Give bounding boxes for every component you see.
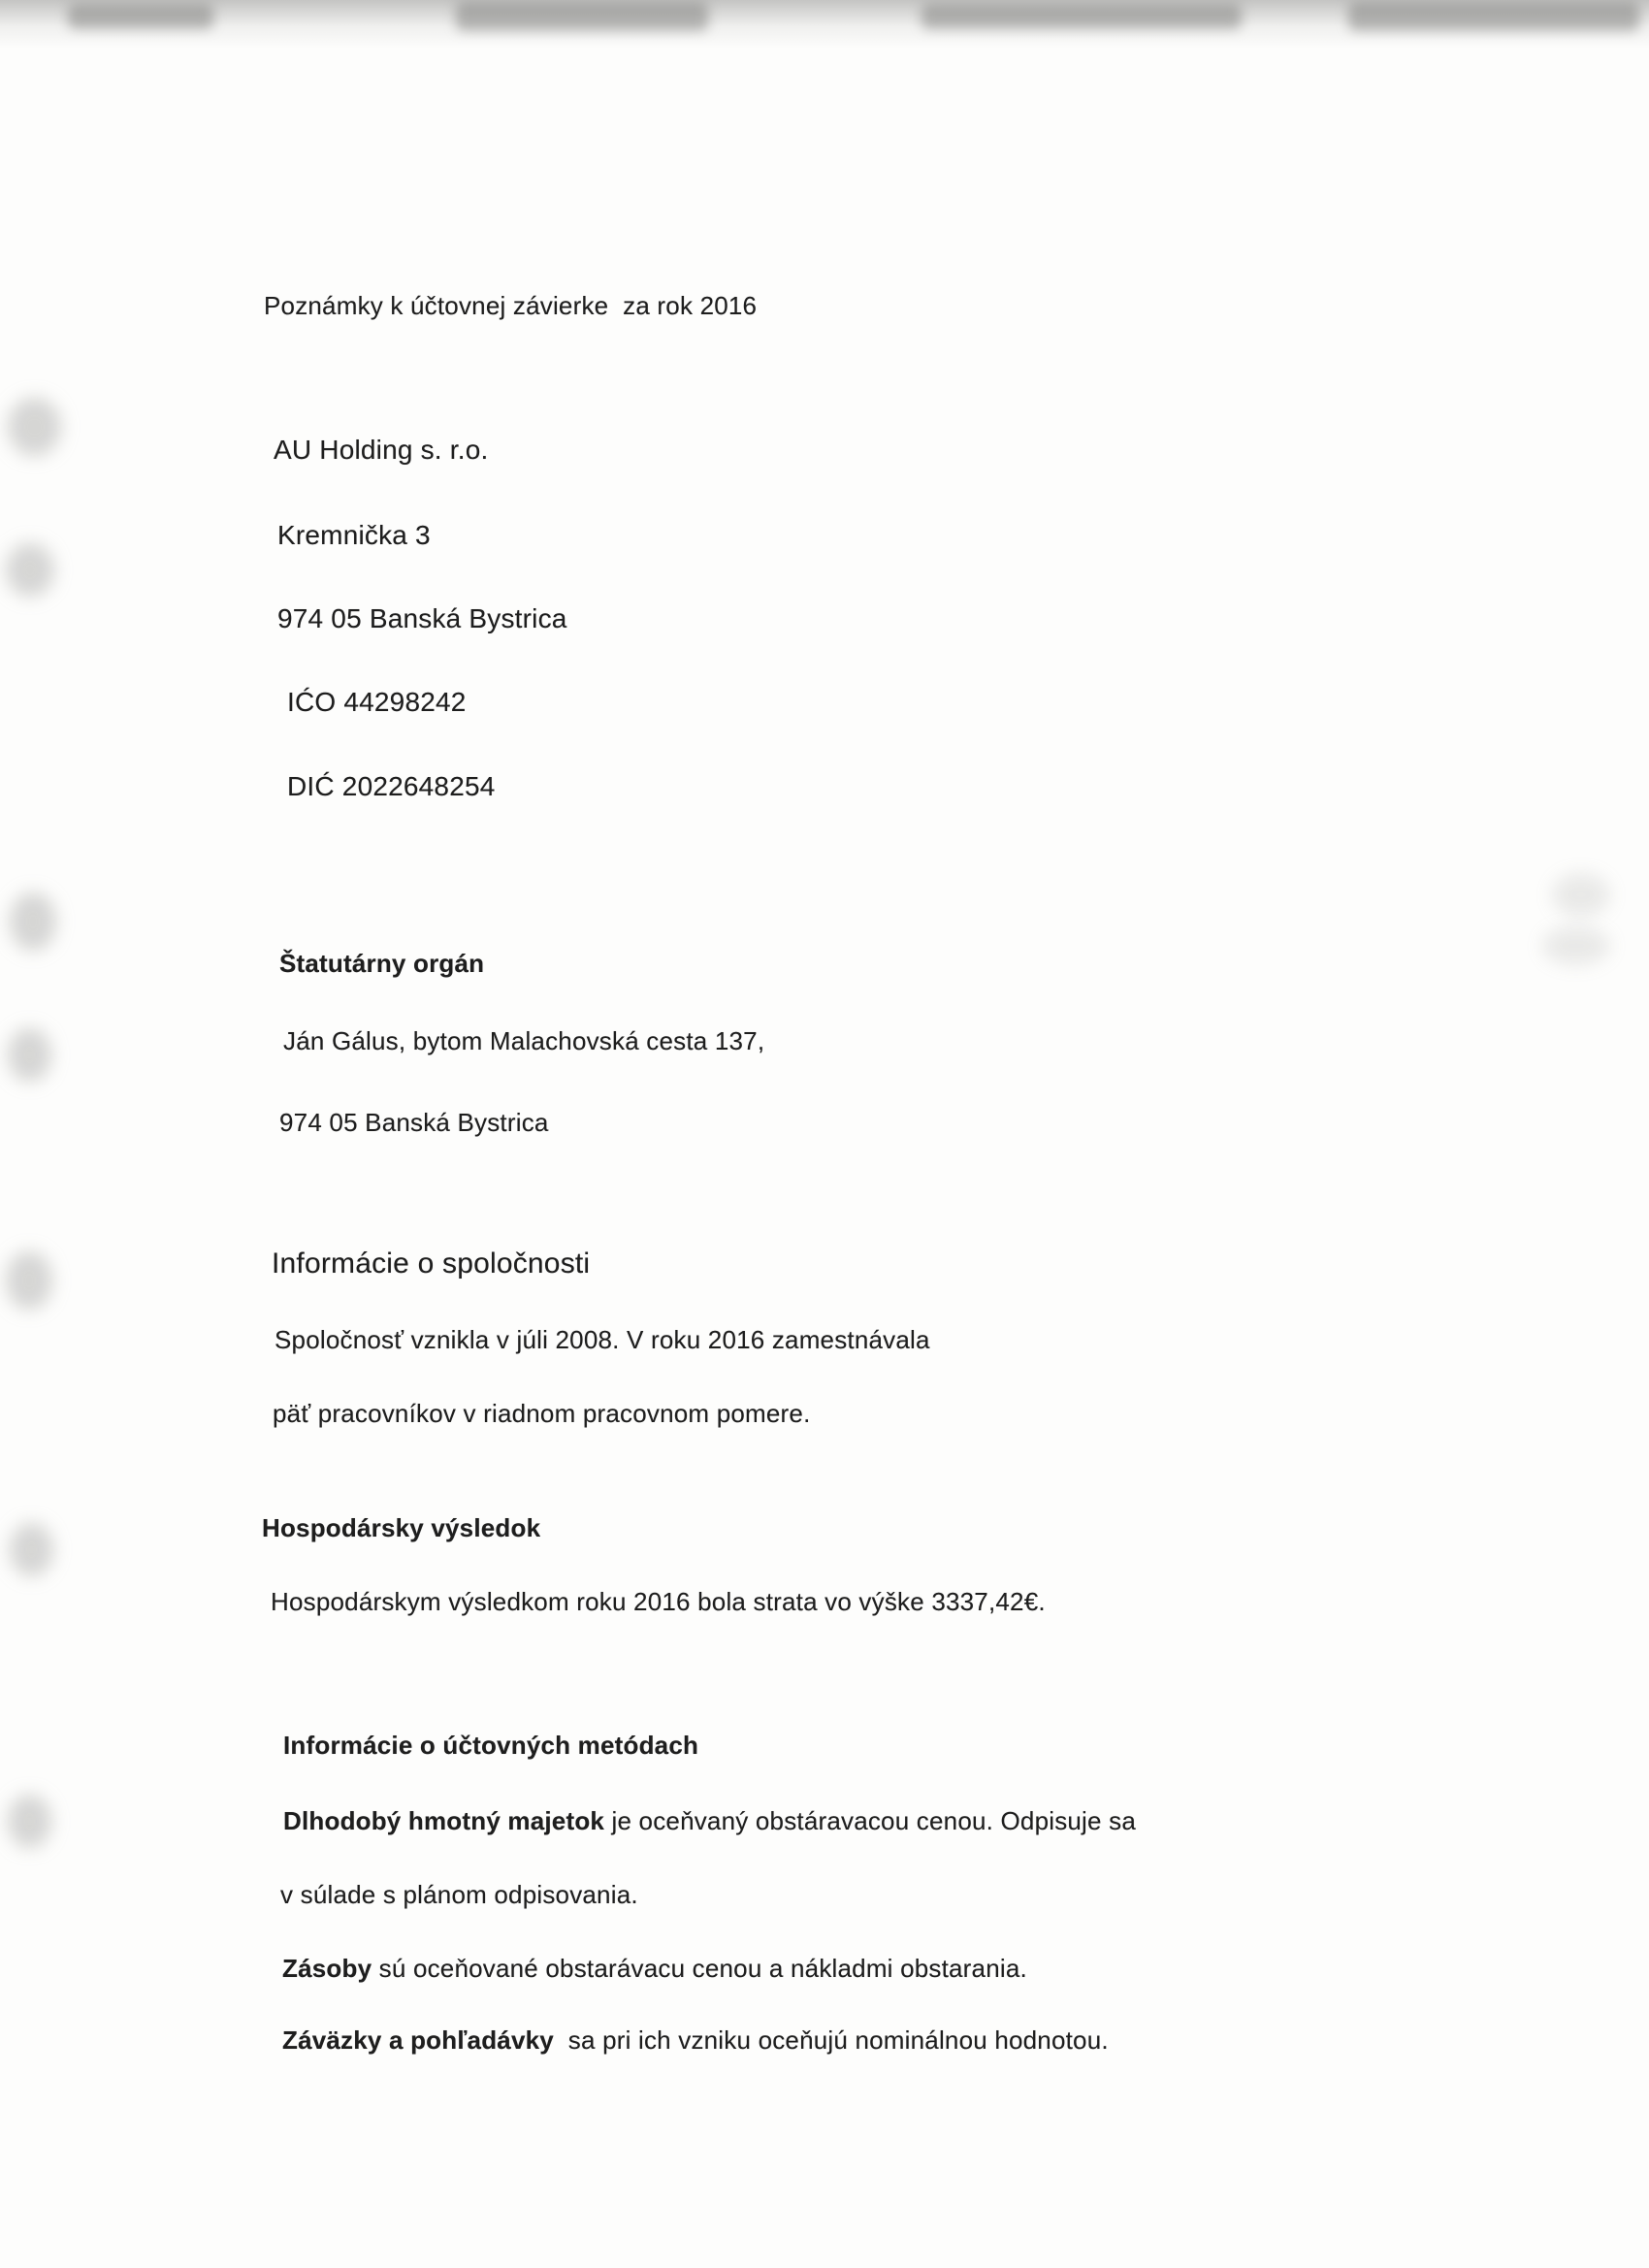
scan-artifact — [10, 1523, 53, 1576]
methods-p2-text: sú oceňované obstarávacu cenou a nákladmi obstarania. — [372, 1954, 1027, 1983]
statutory-heading: Štatutárny orgán — [279, 949, 485, 978]
methods-paragraph2 — [282, 1954, 1027, 1984]
company-info-heading: Informácie o spoločnosti — [272, 1247, 591, 1280]
methods-p3-text: sa pri ich vzniku oceňujú nominálnou hodnotou. — [553, 2025, 1109, 2055]
scan-artifact — [68, 4, 213, 29]
result-heading: Hospodársky výsledok — [262, 1513, 541, 1542]
scan-artifact — [1552, 873, 1610, 917]
methods-heading: Informácie o účtovných metódach — [283, 1731, 699, 1760]
company-street: Kremnička 3 — [277, 520, 431, 550]
company-name: AU Holding s. r.o. — [274, 435, 489, 465]
scan-artifact — [8, 1795, 51, 1848]
methods-p2-term: Zásoby — [282, 1954, 372, 1983]
scan-artifact — [6, 1251, 52, 1310]
methods-p1-text: je oceňvaný obstáravacou cenou. Odpisuje sa — [604, 1806, 1136, 1835]
result-line1: Hospodárskym výsledkom roku 2016 bola strata vo výške 3337,42€. — [271, 1587, 1046, 1616]
methods-p1-term: Dlhodobý hmotný majetok — [283, 1806, 605, 1835]
scan-artifact — [1542, 926, 1610, 965]
scan-artifact — [1348, 2, 1639, 31]
company-info-line1: Spoločnosť vznikla v júli 2008. V roku 2016 zamestnávala — [275, 1325, 930, 1354]
scan-artifact — [10, 892, 56, 951]
methods-paragraph1-line2: v súlade s plánom odpisovania. — [280, 1880, 638, 1909]
company-city: 974 05 Banská Bystrica — [277, 603, 567, 633]
company-dic: DIĆ 2022648254 — [287, 771, 496, 801]
scan-artifact — [8, 1028, 51, 1082]
scan-artifact — [456, 2, 708, 31]
methods-paragraph3 — [282, 2025, 1109, 2056]
methods-p3-term: Záväzky a pohľadávky — [282, 2025, 554, 2055]
scan-artifact — [922, 4, 1242, 29]
company-ico: IĆO 44298242 — [287, 687, 467, 717]
statutory-line2: 974 05 Banská Bystrica — [279, 1108, 549, 1137]
scan-artifact — [6, 543, 54, 597]
document-title: Poznámky k účtovnej závierke za rok 2016 — [264, 291, 758, 320]
scan-artifact — [8, 398, 61, 456]
statutory-line1: Ján Gálus, bytom Malachovská cesta 137, — [283, 1026, 765, 1055]
methods-paragraph1-line1 — [283, 1806, 1136, 1836]
company-info-line2: päť pracovníkov v riadnom pracovnom pomere. — [273, 1399, 811, 1428]
